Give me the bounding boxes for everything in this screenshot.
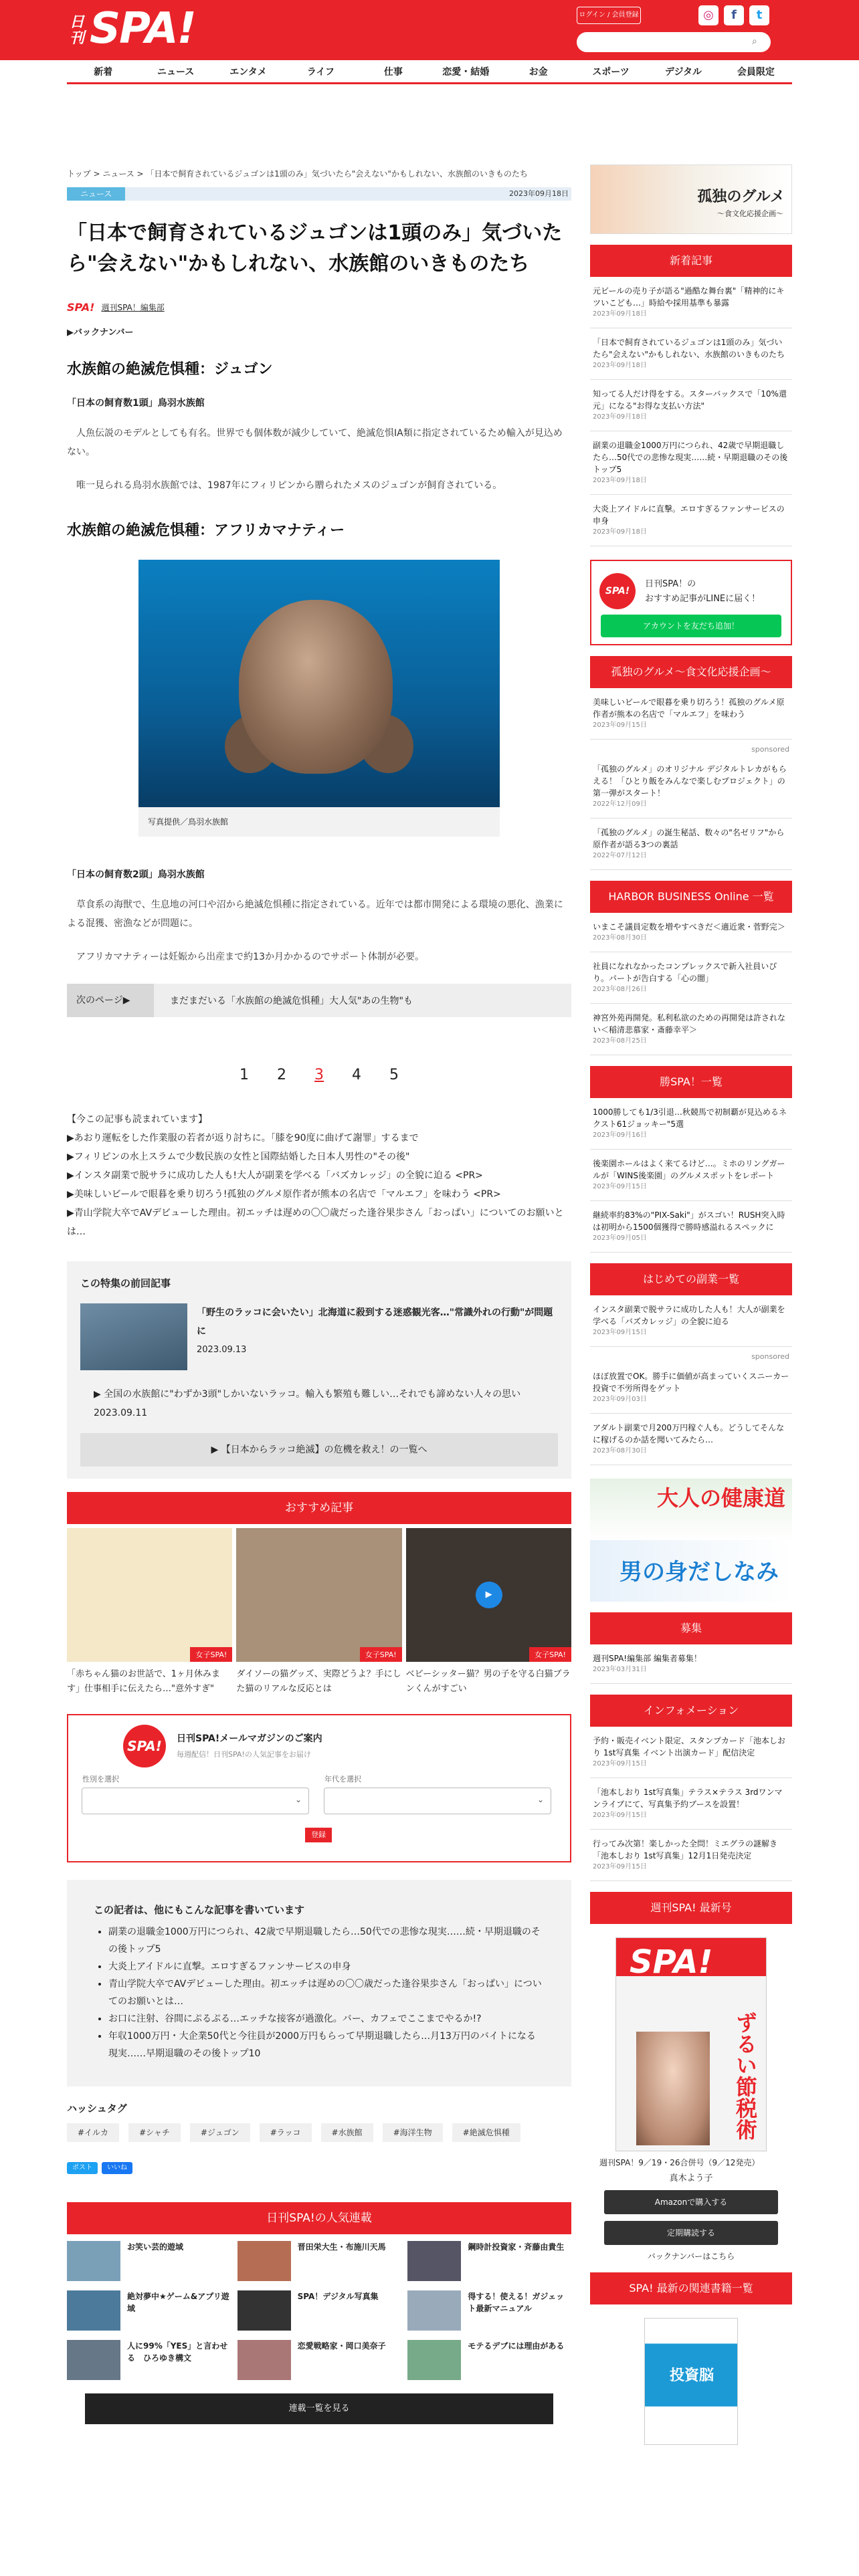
recommend-heading: おすすめ記事 (67, 1492, 571, 1524)
popular-thumb[interactable] (237, 2340, 291, 2380)
hashtag[interactable]: #海洋生物 (383, 2123, 443, 2142)
health-banner[interactable] (590, 1479, 792, 1540)
banner-title: 孤独のグルメ (697, 189, 785, 205)
sidebar-article[interactable] (590, 1098, 792, 1150)
recommend-title[interactable]: ダイソーの猫グッズ、実際どうよ？手にした猫のリアルな反応とは (236, 1669, 401, 1694)
category-badge[interactable]: ニュース (67, 187, 125, 201)
page-link[interactable]: 1 (240, 1067, 249, 1083)
others-heading: この記者は、他にもこんな記事を書いています (94, 1904, 305, 1916)
popular-thumb[interactable] (67, 2290, 120, 2331)
nav-item-work[interactable]: 仕事 (383, 67, 403, 78)
article-date: 2023年09月18日 (509, 189, 569, 198)
chevron-down-icon: ⌄ (294, 1795, 302, 1804)
sidebar-article-title[interactable]: 継続率約83%の"PIX-Saki"」がスゴい！RUSH突入時は初明から1500個獲得で勝時感溢れるスペックに (593, 1210, 785, 1232)
play-icon[interactable]: ▶ (476, 1582, 502, 1608)
sidebar-article-date: 2023年09月16日 (593, 1132, 647, 1139)
manatee-photo[interactable] (138, 560, 500, 807)
sidebar-article-date: 2023年09月18日 (593, 477, 647, 484)
sidebar-article[interactable] (590, 1004, 792, 1055)
subheading-manatee: 「日本の飼育数2頭」鳥羽水族館 (67, 869, 205, 880)
sidebar-article[interactable] (590, 495, 792, 546)
banner-subtitle: ～食文化応援企画～ (717, 209, 783, 218)
sidebar-article-date: 2023年09月15日 (593, 1329, 647, 1336)
popular-thumb[interactable] (407, 2241, 461, 2281)
grooming-banner-title: 男の身だしなみ (619, 1559, 779, 1586)
sidebar-article-date: 2023年09月18日 (593, 310, 647, 318)
section-heading-manatee: 水族館の絶滅危惧種：アフリカマナティー (67, 522, 345, 539)
page-link[interactable]: 2 (277, 1067, 286, 1083)
category-row (67, 187, 571, 201)
readmore-link[interactable]: ▶インスタ副業で脱サラに成功した人も!大人が副業を学べる「バズカレッジ」の全貌に迫る <PR> (67, 1170, 483, 1181)
sidebar-article[interactable] (590, 328, 792, 380)
sidebar-article-date: 2023年09月18日 (593, 362, 647, 369)
others-link[interactable]: • 青山学院大卒でAVデビューした理由。初エッチは遅めの〇〇歳だった逢谷果歩さん「おっぱい」についてのお願いとは… (108, 1975, 545, 2010)
magazine-issue: 週刊SPA！9／19・26合併号（9／12発売） (599, 2158, 760, 2167)
logo-nikkan: 日刊 (70, 14, 85, 47)
page-link[interactable]: 4 (352, 1067, 361, 1083)
gender-label: 性別を選択 (82, 1775, 119, 1784)
newsletter-sub: 毎週配信！日刊SPA!の人気記事をお届け (177, 1750, 311, 1759)
kachi-heading[interactable]: 勝SPA！一覧 (590, 1066, 792, 1098)
main-nav (67, 60, 792, 84)
others-link[interactable]: • お口に注射、谷間にぷるぷる…エッチな接客が過激化。バー、カフェでここまでやるか!? (108, 2010, 545, 2028)
series-heading: この特集の前回記事 (80, 1277, 171, 1289)
line-promo-logo: SPA! (599, 573, 636, 609)
series-list-button[interactable]: ▶ 【日本からラッコ絶滅】の危機を救え！の一覧へ (80, 1433, 558, 1467)
amazon-button[interactable]: Amazonで購入する (604, 2190, 778, 2214)
sidebar-article-title[interactable]: 神宮外苑再開発。私利私欲のための再開発は許されない＜稲清悲慕家・斎藤幸平＞ (593, 1013, 786, 1035)
magazine-cover-person: 真木よう子 (669, 2173, 713, 2183)
popular-item[interactable] (407, 2241, 571, 2281)
joshi-spa-badge: 女子SPA! (190, 1647, 232, 1662)
joshi-spa-badge: 女子SPA! (360, 1647, 402, 1662)
newsletter-box (67, 1714, 571, 1862)
search-input[interactable] (577, 32, 771, 52)
sidebar-article-title[interactable]: 副業の退職金1000万円につられ、42歳で早期退職したら…50代での悲惨な現実……続・早期退職のその後トップ5 (593, 441, 788, 474)
twitter-icon[interactable]: t (749, 5, 769, 25)
chevron-down-icon: ⌄ (537, 1795, 544, 1804)
recommend-image[interactable] (236, 1528, 401, 1662)
health-banner-title: 大人の健康道 (656, 1485, 785, 1511)
cover-logo: SPA! (630, 1943, 713, 1981)
sidebar-article-title[interactable]: 予約・販売イベント限定、スタンプカード「池本しおり 1st写真集 イベント出演カード」配信決定 (593, 1736, 785, 1757)
sidebar-article-title[interactable]: ほぼ放置でOK。勝手に価値が高まっていくスニーカー投資で不労所得をゲット (593, 1372, 789, 1393)
hashtag[interactable]: #絶滅危惧種 (452, 2123, 520, 2142)
logo-spa: SPA! (90, 4, 195, 53)
article-title: 「日本で飼育されているジュゴンは1頭のみ」気づいたら"会えない"かもしれない、水族館のいきものたち (67, 221, 563, 276)
popular-title[interactable]: 晋田栄大生・布施川天馬 (297, 2242, 386, 2252)
popular-thumb[interactable] (237, 2290, 291, 2331)
popular-thumb[interactable] (67, 2241, 120, 2281)
fukugyo-heading[interactable]: はじめての副業一覧 (590, 1263, 792, 1295)
recommend-image[interactable] (67, 1528, 232, 1662)
boshu-heading: 募集 (590, 1612, 792, 1644)
line-add-friend-button[interactable]: アカウントを友だち追加！ (601, 615, 781, 637)
recommend-title[interactable]: 「赤ちゃん猫のお世話で、1ヶ月休みます」仕事相手に伝えたら…"意外すぎ" (67, 1669, 221, 1694)
sidebar-article[interactable] (590, 1362, 792, 1414)
tweet-button[interactable]: ポスト (67, 2162, 98, 2174)
sidebar-article-date: 2023年09月15日 (593, 722, 647, 729)
sidebar-article[interactable] (590, 1830, 792, 1881)
next-page-title: まだまだいる「水族館の絶滅危惧種」大人気"あの生物"も (170, 996, 413, 1006)
hashtag[interactable]: #イルカ (67, 2123, 119, 2142)
paragraph: 草食系の海獣で、生息地の河口や沼から絶滅危惧種に指定されている。近年では都市開発による環境の悪化、漁業による混獲、密漁などが問題に。 (67, 899, 563, 929)
nav-item-new[interactable]: 新着 (94, 67, 113, 78)
hashtag[interactable]: #ジュゴン (190, 2123, 250, 2142)
backnumber-link[interactable]: バックナンバーはこちら (647, 2252, 735, 2261)
sidebar-article-title[interactable]: 知ってる人だけ得をする。スターバックスで「10%還元」になる"お得な支払い方法" (593, 389, 787, 411)
sponsored-label: sponsored (751, 745, 789, 754)
sidebar-article-title[interactable]: 美味しいビールで眼暮を乗り切ろう！孤独のグルメ原作者が熊本の名店で「マルエフ」を味わう (593, 697, 785, 719)
sidebar-article-title[interactable]: 週刊SPA!編集部 編集者募集！ (593, 1654, 702, 1663)
sidebar-article-date: 2022年12月09日 (593, 800, 647, 808)
page-link-current[interactable]: 3 (314, 1067, 324, 1083)
popular-title[interactable]: 人に99%「YES」と言わせる ひろゆき構文 (127, 2341, 228, 2363)
recommend-card[interactable] (67, 1528, 232, 1697)
sidebar-article[interactable] (590, 755, 792, 819)
sidebar-article-title[interactable]: 「孤独のグルメ」の誕生秘話、数々の"名ゼリフ"から原作者が語る3つの裏話 (593, 828, 785, 849)
popular-thumb[interactable] (407, 2290, 461, 2331)
grooming-banner[interactable] (590, 1540, 792, 1602)
sidebar-article-date: 2023年09月03日 (593, 1396, 647, 1403)
readmore-list (67, 1110, 571, 1241)
pagination (67, 1067, 571, 1083)
sidebar-article[interactable] (590, 1644, 792, 1684)
popular-item[interactable] (67, 2340, 231, 2380)
next-page-label: 次のページ▶ (67, 984, 154, 1017)
instagram-icon[interactable]: ◎ (698, 5, 719, 25)
sidebar-article-date: 2023年09月18日 (593, 528, 647, 536)
sidebar-article-date: 2022年07月12日 (593, 852, 647, 859)
sidebar-article-date: 2023年09月05日 (593, 1235, 647, 1242)
cover-headline: ずるい節税術 (733, 2012, 758, 2140)
hashtag-heading: ハッシュタグ (67, 2103, 127, 2115)
readmore-link[interactable]: ▶フィリピンの水上スラムで少数民族の女性と国際結婚した日本人男性の"その後" (67, 1152, 410, 1162)
hashtag[interactable]: #水族館 (321, 2123, 373, 2142)
readmore-link[interactable]: ▶青山学院大卒でAVデビューした理由。初エッチは遅めの〇〇歳だった逢谷果歩さん「おっぱい」についてのお願いとは… (67, 1208, 564, 1237)
popular-series (67, 2202, 571, 2424)
popular-title[interactable]: 得する！使える！ガジェット最新マニュアル (468, 2292, 565, 2313)
more-series-button[interactable]: 連載一覧を見る (85, 2393, 553, 2424)
series-item[interactable] (80, 1303, 558, 1370)
book-cover[interactable] (644, 2318, 738, 2445)
paragraph: 人魚伝説のモデルとしても有名。世界でも個体数が減少していて、絶滅危惧IA類に指定されているため輸入が見込めない。 (67, 428, 563, 457)
hashtag[interactable]: #ラッコ (260, 2123, 312, 2142)
popular-title[interactable]: 恋愛戦略家・岡口美奈子 (297, 2341, 386, 2351)
popular-item[interactable] (67, 2241, 231, 2281)
recommend-card[interactable] (236, 1528, 401, 1697)
sidebar-article[interactable] (590, 431, 792, 495)
sidebar-article-title[interactable]: 大炎上アイドルに直撃。エロすぎるファンサービスの申身 (593, 504, 785, 526)
article-main (67, 167, 571, 2424)
popular-title[interactable]: モテるデブには理由がある (468, 2341, 565, 2351)
photo-caption: 写真提供／鳥羽水族館 (138, 807, 500, 837)
author-logo: SPA! (67, 300, 95, 314)
sidebar-article-date: 2023年09月15日 (593, 1863, 647, 1870)
hbo-heading[interactable]: HARBOR BUSINESS Online 一覧 (590, 881, 792, 913)
sidebar-article-title[interactable]: 「池本しおり 1st写真集」テラス×テラス 3rdワンマンライブにて、写真集予約ブースを設置！ (593, 1788, 783, 1809)
hashtag-list (67, 2123, 571, 2142)
subheading-dugong: 「日本の飼育数1頭」鳥羽水族館 (67, 398, 205, 409)
sidebar-article[interactable] (590, 1727, 792, 1778)
magazine-heading: 週刊SPA! 最新号 (590, 1892, 792, 1924)
facebook-icon[interactable]: f (724, 5, 744, 25)
sponsored-label: sponsored (751, 1352, 789, 1361)
kodoku-banner[interactable] (590, 165, 792, 234)
subscribe-button[interactable]: 定期購読する (604, 2221, 778, 2245)
search-icon[interactable]: ⌕ (752, 36, 757, 47)
nav-item-entame[interactable]: エンタメ (229, 67, 267, 78)
popular-thumb[interactable] (407, 2340, 461, 2380)
paragraph: アフリカマナティーは妊娠から出産まで約13か月かかるのでサポート体制が必要。 (76, 952, 424, 962)
series-item-date: 2023.09.13 (197, 1345, 247, 1355)
hashtag[interactable]: #シャチ (128, 2123, 181, 2142)
breadcrumb[interactable]: トップ > ニュース > 「日本で飼育されているジュゴンは1頭のみ」気づいたら"会えない"かもしれない、水族館のいきものたち (67, 169, 528, 179)
popular-item[interactable] (67, 2290, 231, 2331)
recommend-title[interactable]: ベビーシッター猫？男の子を守る白猫ブランくんがすごい (405, 1669, 571, 1694)
paragraph: 唯一見られる鳥羽水族館では、1987年にフィリピンから贈られたメスのジュゴンが飼育されている。 (76, 480, 502, 491)
page-link[interactable]: 5 (389, 1067, 399, 1083)
sidebar-article-title[interactable]: 後楽園ホールはよく来てるけど…。ミホのリングガールが「WINS後楽園」のグルメスポットをレポート (593, 1159, 785, 1180)
sidebar-article[interactable] (590, 1414, 792, 1465)
readmore-link[interactable]: ▶あおり運転をした作業服の若者が返り討ちに。「膝を90度に曲げて謝罪」するまで (67, 1133, 419, 1144)
others-link[interactable]: • 副業の退職金1000万円につられ、42歳で早期退職したら…50代での悲惨な現実……続・早期退職のその後トップ5 (108, 1923, 545, 1958)
age-select[interactable] (324, 1775, 551, 1814)
readmore-link[interactable]: ▶美味しいビールで眼暮を乗り切ろう!孤独のグルメ原作者が熊本の名店で「マルエフ」を味わう <PR> (67, 1189, 501, 1200)
sidebar-article-date: 2023年09月15日 (593, 1183, 647, 1190)
popular-title[interactable]: SPA！デジタル写真集 (297, 2292, 379, 2301)
nav-item-digital[interactable]: デジタル (664, 67, 702, 78)
popular-title[interactable]: 鋼時計投資家・斉藤由貴生 (468, 2242, 565, 2252)
nav-item-life[interactable]: ライフ (306, 67, 335, 78)
popular-thumb[interactable] (67, 2340, 120, 2380)
new-articles-heading: 新着記事 (590, 245, 792, 277)
nav-item-money[interactable]: お金 (529, 67, 548, 78)
sidebar-article-date: 2023年08月26日 (593, 986, 647, 993)
popular-heading: 日刊SPA!の人気連載 (67, 2202, 571, 2234)
sidebar-article-title[interactable]: アダルト副業で月200万円稼ぐ人も。どうしてそんなに稼げるのか話を聞いてみたら… (593, 1423, 785, 1444)
newsletter-submit-button[interactable]: 登録 (305, 1828, 332, 1842)
sidebar-article[interactable] (590, 819, 792, 870)
cover-photo (636, 2032, 710, 2145)
sidebar-article-date: 2023年03月31日 (593, 1666, 647, 1673)
sidebar-article-date: 2023年08月30日 (593, 1447, 647, 1455)
series-item-title[interactable]: 「野生のラッコに会いたい」北海道に殺到する迷惑観光客…"常識外れの行動"が問題に (197, 1307, 553, 1337)
sidebar-article[interactable] (590, 277, 792, 328)
section-heading-dugong: 水族館の絶滅危惧種：ジュゴン (67, 361, 273, 378)
popular-item[interactable] (237, 2241, 401, 2281)
popular-title[interactable]: 絶対夢中★ゲーム&アプリ遊域 (127, 2292, 229, 2313)
nav-item-love[interactable]: 恋愛・結婚 (442, 67, 490, 78)
sidebar-article-title[interactable]: インスタ副業で脱サラに成功した人も！大人が副業を学べる「バズカレッジ」の全貌に迫る (593, 1305, 785, 1326)
share-buttons (67, 2162, 571, 2174)
popular-item[interactable] (407, 2340, 571, 2380)
site-logo[interactable] (70, 4, 195, 53)
author-line (67, 298, 571, 316)
sidebar-article-title[interactable]: 「日本で飼育されているジュゴンは1頭のみ」気づいたら"会えない"かもしれない、水族館のいきものたち (593, 338, 785, 359)
sidebar-article-date: 2023年08月25日 (593, 1037, 647, 1045)
sidebar-article[interactable] (590, 952, 792, 1004)
info-heading: インフォメーション (590, 1695, 792, 1727)
age-label: 年代を選択 (324, 1775, 361, 1784)
popular-item[interactable] (407, 2290, 571, 2331)
book-title: 投資脳 (669, 2367, 714, 2384)
sidebar-article-title[interactable]: いまこそ議員定数を増やすべきだ＜適近衆・菅野完＞ (593, 922, 785, 932)
next-page-link[interactable] (67, 984, 571, 1017)
sidebar-article-date: 2023年08月30日 (593, 934, 647, 942)
login-button[interactable]: ログイン / 会員登録 (577, 7, 641, 24)
author-name[interactable]: 週刊SPA！編集部 (101, 302, 165, 312)
recommend-card[interactable] (406, 1528, 571, 1697)
gender-select[interactable] (82, 1775, 309, 1814)
joshi-spa-badge: 女子SPA! (529, 1647, 571, 1662)
like-button[interactable]: いいね (102, 2162, 132, 2174)
sidebar-article-title[interactable]: 「孤独のグルメ」のオリジナル デジタルトレカがもらえる！「ひとり飯をみんなで楽しむプロジェクト」の第一弾がスタート！ (593, 764, 787, 798)
popular-item[interactable] (237, 2290, 401, 2331)
recommend-section (67, 1492, 571, 1697)
site-header (0, 0, 859, 60)
sidebar-article[interactable] (590, 1295, 792, 1347)
sidebar (590, 165, 792, 2445)
newsletter-title: 日刊SPA!メールマガジンのご案内 (177, 1733, 322, 1744)
nav-item-sports[interactable]: スポーツ (592, 67, 630, 78)
series-thumbnail[interactable] (80, 1303, 187, 1370)
recommend-image[interactable] (406, 1528, 571, 1662)
author-other-articles (67, 1880, 571, 2086)
others-link[interactable]: • 年収1000万円・大企業50代と今往員が2000万円もらって早期退職したら…月13万円のバイトになる現実……早期退職のその後トップ10 (108, 2028, 545, 2062)
sidebar-article-date: 2023年09月18日 (593, 413, 647, 421)
sidebar-article[interactable] (590, 688, 792, 740)
manatee-body (239, 600, 393, 774)
sidebar-article[interactable] (590, 1150, 792, 1201)
line-promo (590, 560, 792, 645)
sidebar-article[interactable] (590, 913, 792, 952)
readmore-heading: 【今この記事も読まれています】 (67, 1114, 207, 1125)
backnumber-link[interactable]: ▶バックナンバー (67, 328, 134, 338)
books-heading: SPA! 最新の関連書籍一覧 (590, 2272, 792, 2304)
sidebar-article[interactable] (590, 1778, 792, 1830)
others-link[interactable]: • 大炎上アイドルに直撃。エロすぎるファンサービスの申身 (108, 1958, 545, 1975)
series-item-2[interactable]: ▶ 全国の水族館に"わずか3頭"しかいないラッコ。輸入も繁殖も難しい…それでも諦めない人々の思い 2023.09.11 (94, 1389, 531, 1418)
popular-title[interactable]: お笑い芸的遊域 (127, 2242, 184, 2252)
sidebar-article-title[interactable]: 社員になれなかったコンプレックスで新入社員いびり。パートが告白する「心の闇」 (593, 962, 777, 983)
sidebar-article[interactable] (590, 380, 792, 431)
sidebar-article-date: 2023年09月15日 (593, 1812, 647, 1819)
series-box (67, 1261, 571, 1479)
newsletter-logo: SPA! (123, 1725, 166, 1767)
popular-item[interactable] (237, 2340, 401, 2380)
nav-item-members[interactable]: 会員限定 (737, 67, 775, 78)
sidebar-article-title[interactable]: 元ビールの売り子が語る"過酷な舞台裏"「精神的にキツいこども…」時給や採用基準も暴露 (593, 286, 785, 308)
popular-thumb[interactable] (237, 2241, 291, 2281)
sidebar-article-title[interactable]: 1000勝しても1/3引退…秋競馬で初制覇が見込めるネクスト61ジョッキー"5選 (593, 1107, 787, 1129)
sidebar-article[interactable] (590, 1201, 792, 1253)
sidebar-article-title[interactable]: 行ってみ次第！楽しかった全問！ミエグラの謎解き「池本しおり 1st写真集」12月1日発売決定 (593, 1839, 778, 1860)
kodoku-heading[interactable]: 孤独のグルメ〜食文化応援企画〜 (590, 656, 792, 688)
magazine-cover[interactable] (615, 1937, 767, 2151)
nav-item-news[interactable]: ニュース (157, 67, 195, 78)
sidebar-article-date: 2023年09月15日 (593, 1760, 647, 1767)
line-promo-text: 日刊SPA！の おすすめ記事がLINEに届く！ (645, 579, 761, 604)
